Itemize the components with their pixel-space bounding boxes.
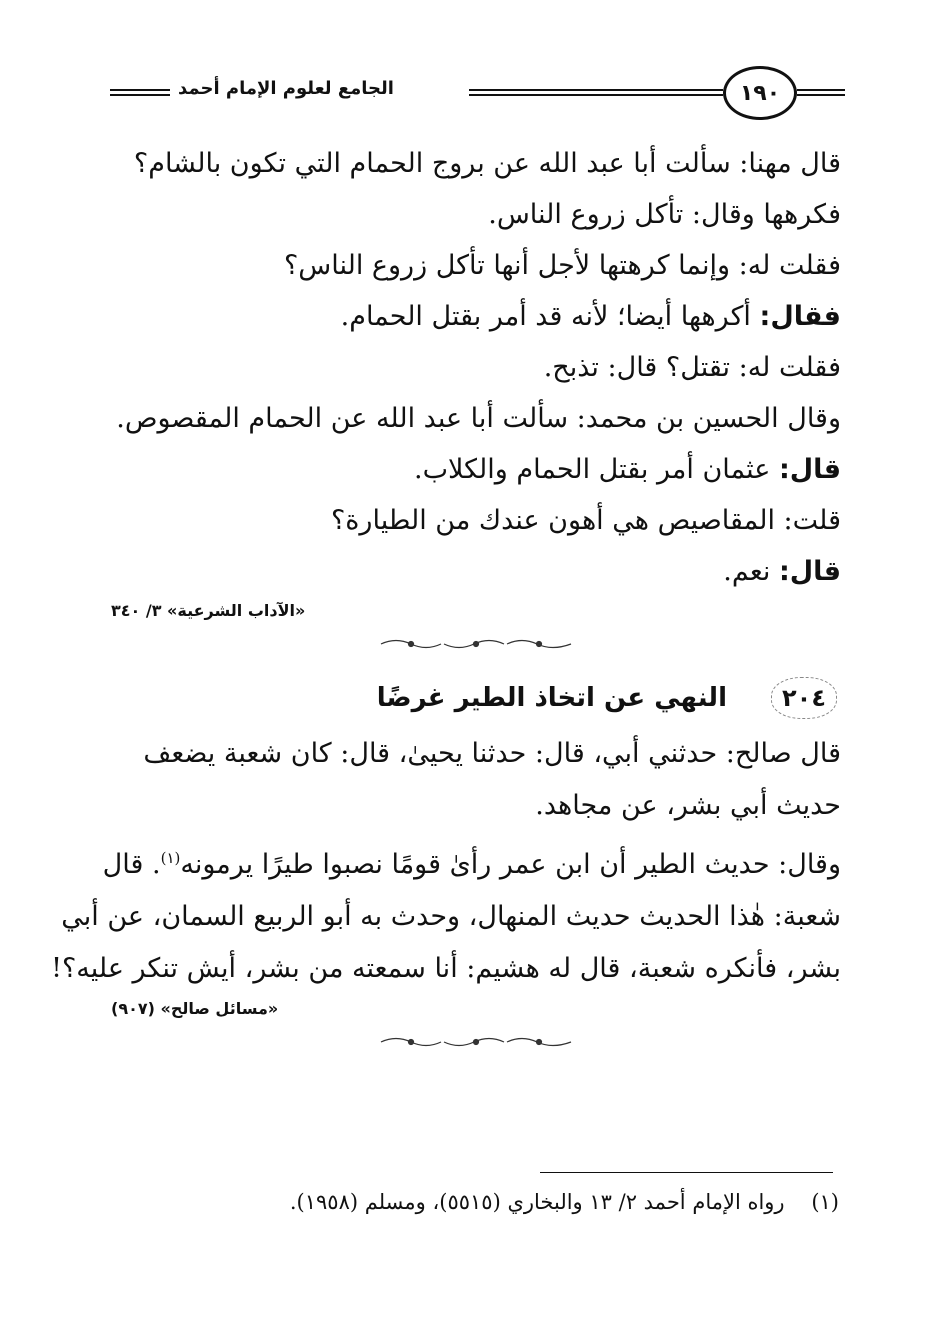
text-line: بشر، فأنكره شعبة، قال له هشيم: أنا سمعته من بشر، أيش تنكر عليه؟! — [51, 953, 841, 984]
page-content — [51, 138, 841, 1070]
line-text: أكرهها أيضا؛ لأنه قد أمر بقتل الحمام. — [340, 301, 760, 332]
text-line: قال صالح: حدثني أبي، قال: حدثنا يحيىٰ، قال: كان شعبة يضعف — [143, 738, 841, 769]
footnote-rule — [540, 1172, 833, 1173]
header-rule-right — [797, 89, 845, 96]
text-line: شعبة: هٰذا الحديث حديث المنهال، وحدث به أبو الربيع السمان، عن أبي — [61, 901, 841, 932]
text-line — [102, 832, 841, 891]
text-line — [111, 342, 841, 393]
section-heading — [111, 672, 841, 724]
lead-word: قال: — [778, 556, 841, 587]
footnote-ref[interactable]: (١) — [160, 849, 181, 867]
line-text: وقال الحسين بن محمد: سألت أبا عبد الله عن الحمام المقصوص. — [116, 403, 841, 434]
footnote-marker: (١) — [811, 1190, 839, 1214]
text-span: وقال: حديث الطير أن ابن عمر رأىٰ قومًا نصبوا طيرًا يرمونه — [180, 849, 841, 880]
text-line — [111, 393, 841, 444]
header-rule-middle — [469, 89, 723, 96]
source-citation: «الآداب الشرعية» ٣/ ٣٤٠ — [111, 601, 306, 620]
line-text: نعم. — [723, 556, 779, 587]
page-number-badge — [723, 66, 797, 120]
text-line — [111, 189, 841, 240]
ornament-divider — [111, 636, 841, 650]
text-line — [111, 240, 841, 291]
line-text: قال مهنا: سألت أبا عبد الله عن بروج الحمام التي تكون بالشام؟ — [133, 148, 841, 179]
line-text: فكرهها وقال: تأكل زروع الناس. — [488, 199, 841, 230]
header-rule-left — [110, 89, 170, 96]
section-title: النهي عن اتخاذ الطير غرضًا — [376, 683, 727, 713]
section-text-block — [111, 138, 841, 597]
ornament-divider — [111, 1034, 841, 1048]
footnote — [290, 1190, 839, 1214]
line-text: قلت: المقاصيص هي أهون عندك من الطيارة؟ — [330, 505, 841, 536]
page-header — [100, 66, 845, 122]
section-number-text: ٢٠٤ — [782, 684, 826, 712]
line-text: عثمان أمر بقتل الحمام والكلاب. — [413, 454, 779, 485]
text-span: . قال — [102, 849, 161, 880]
page-number: ١٩٠ — [739, 80, 781, 106]
section-paragraph — [51, 728, 841, 995]
text-line — [111, 546, 841, 597]
text-line — [111, 138, 841, 189]
ornament-icon — [376, 1035, 576, 1049]
lead-word: فقال: — [759, 301, 841, 332]
source-citation: «مسائل صالح» (٩٠٧) — [111, 999, 279, 1018]
text-line — [111, 291, 841, 342]
running-title: الجامع لعلوم الإمام أحمد — [178, 78, 394, 99]
line-text: فقلت له: وإنما كرهتها لأجل أنها تأكل زروع الناس؟ — [283, 250, 841, 281]
lead-word: قال: — [778, 454, 841, 485]
text-line: حديث أبي بشر، عن مجاهد. — [535, 790, 841, 821]
footnote-text: رواه الإمام أحمد ٢/ ١٣ والبخاري (٥٥١٥)، ومسلم (١٩٥٨). — [289, 1190, 785, 1214]
text-line — [111, 495, 841, 546]
ornament-icon — [376, 637, 576, 651]
text-line — [111, 444, 841, 495]
line-text: فقلت له: تقتل؟ قال: تذبح. — [543, 352, 841, 383]
section-number — [767, 675, 841, 721]
